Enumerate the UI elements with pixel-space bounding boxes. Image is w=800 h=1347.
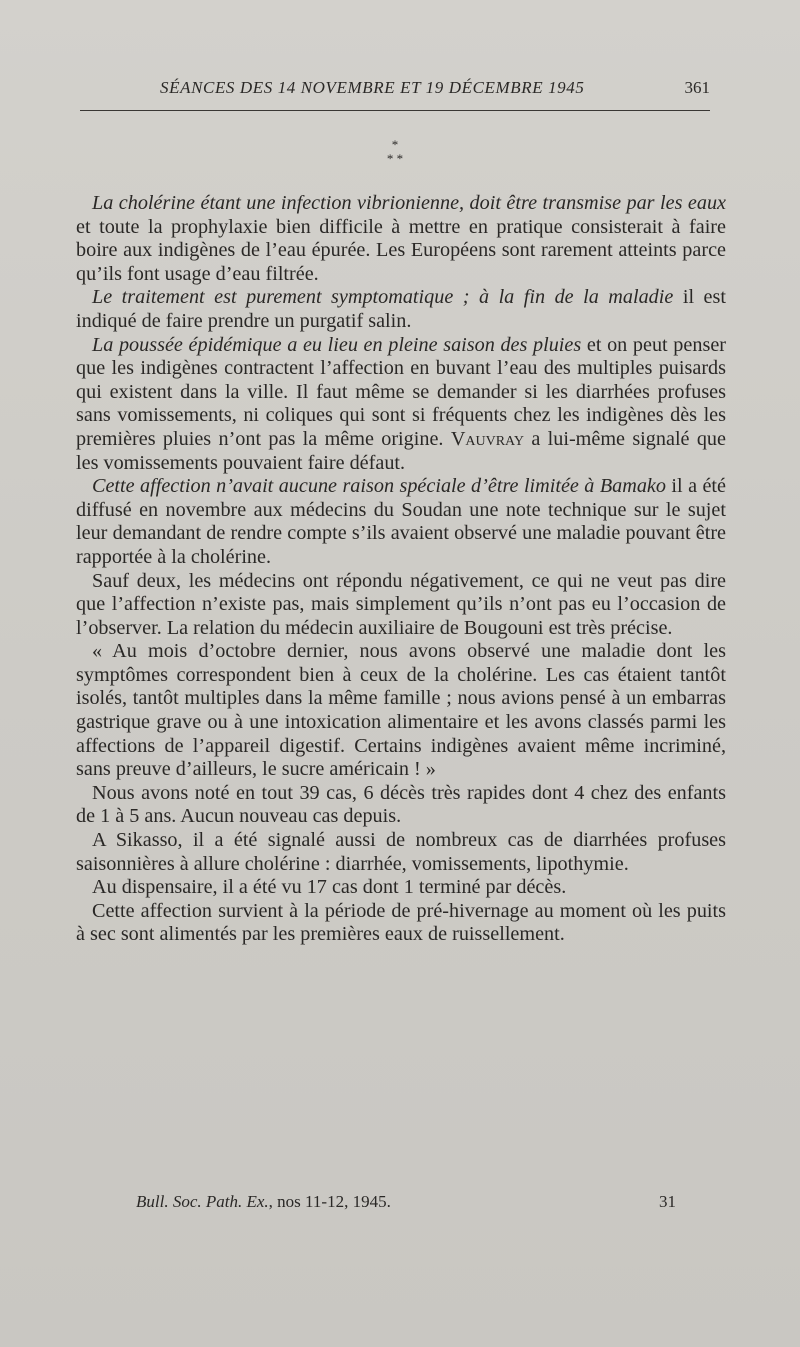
asterism-bottom: * * bbox=[386, 151, 404, 166]
page-footer bbox=[136, 1192, 676, 1218]
header-rule bbox=[80, 110, 710, 111]
paragraph-cases: Nous avons noté en tout 39 cas, 6 décès très rapides dont 4 chez des enfants de 1 à 5 ans. Aucun nouveau cas depuis. bbox=[76, 781, 726, 828]
paragraph-text: il est indiqué de faire prendre un purgatif salin. bbox=[76, 286, 726, 332]
paragraph-dispensary: Au dispensaire, il a été vu 17 cas dont 1 terminé par décès. bbox=[92, 876, 567, 899]
paragraph-epidemic bbox=[76, 334, 726, 476]
paragraph-quote: « Au mois d’octobre dernier, nous avons observé une maladie dont les symptômes correspondent bien à ceux de la cholérine. Les cas étaient tantôt isolés, tantôt multiples dans la même famille ; nous avions pensé à un embarras gastrique grave ou à une intoxication alimentaire et les avons classés parmi les affections de l’appareil digestif. Certains indigènes avaient même incriminé, sans preuve d’ailleurs, le sucre américain ! » bbox=[76, 640, 726, 781]
italic-lead: La cholérine étant une infection vibrionienne, doit être transmise par les eaux bbox=[92, 192, 726, 214]
italic-lead: Le traitement est purement symptomatique ; à la fin de la maladie bbox=[92, 286, 674, 309]
paragraph-bamako bbox=[76, 475, 726, 569]
journal-reference bbox=[136, 1192, 391, 1212]
paragraph-sikasso: A Sikasso, il a été signalé aussi de nombreux cas de diarrhées profuses saisonnières à allure cholérine : diarrhée, vomissements, lipothymie. bbox=[76, 829, 726, 875]
asterism-top: * bbox=[391, 137, 399, 152]
section-asterism bbox=[370, 138, 420, 166]
paragraph-season: Cette affection survient à la période de pré-hivernage au moment où les puits à sec sont alimentés par les premières eaux de ruissellement. bbox=[76, 899, 726, 946]
body-text bbox=[76, 192, 726, 947]
paragraph-text: il a été diffusé en novembre aux médecins du Soudan une note technique sur le sujet leur demandant de rendre compte s’ils avaient observé une maladie pouvant être rapportée à la cholérine. bbox=[76, 475, 726, 568]
paragraph-text: et toute la prophylaxie bien difficile à mettre en pratique consisterait à faire boire aux indigènes de l’eau épurée. Les Européens sont rarement atteints parce qu’ils font usage d’eau filtrée. bbox=[76, 215, 726, 285]
paragraph-treatment bbox=[76, 286, 726, 333]
journal-title: Bull. Soc. Path. Ex. bbox=[136, 1192, 269, 1211]
paragraph-text: et on peut penser que les indigènes contractent l’affection en buvant l’eau des multiples puisards qui existent dans la ville. Il faut même se demander si les diarrhées profuses sans vomissements, ni coliques qui sont si fréquents chez les indigènes dès les premières pluies n’ont pas la même origine. bbox=[76, 333, 726, 450]
italic-lead: Cette affection n’avait aucune raison spéciale d’être limitée à Bamako bbox=[92, 475, 666, 498]
running-title: SÉANCES DES 14 NOVEMBRE ET 19 DÉCEMBRE 1945 bbox=[160, 78, 585, 97]
paragraph-text: a lui-même signalé que les vomissements pouvaient faire défaut. bbox=[76, 427, 726, 474]
italic-lead: La poussée épidémique a eu lieu en pleine saison des pluies bbox=[92, 333, 582, 356]
signature-mark: 31 bbox=[659, 1192, 676, 1211]
page-number: 361 bbox=[684, 78, 710, 97]
paragraph-transmission bbox=[76, 192, 726, 286]
paragraph-responses: Sauf deux, les médecins ont répondu négativement, ce qui ne veut pas dire que l’affection n’existe pas, mais simplement qu’ils n’ont pas eu l’occasion de l’observer. La relation du médecin auxiliaire de Bougouni est très précise. bbox=[76, 569, 726, 639]
running-header bbox=[80, 78, 710, 104]
journal-issue: , nos 11-12, 1945. bbox=[268, 1192, 391, 1211]
author-name: Vauvray bbox=[450, 427, 524, 450]
